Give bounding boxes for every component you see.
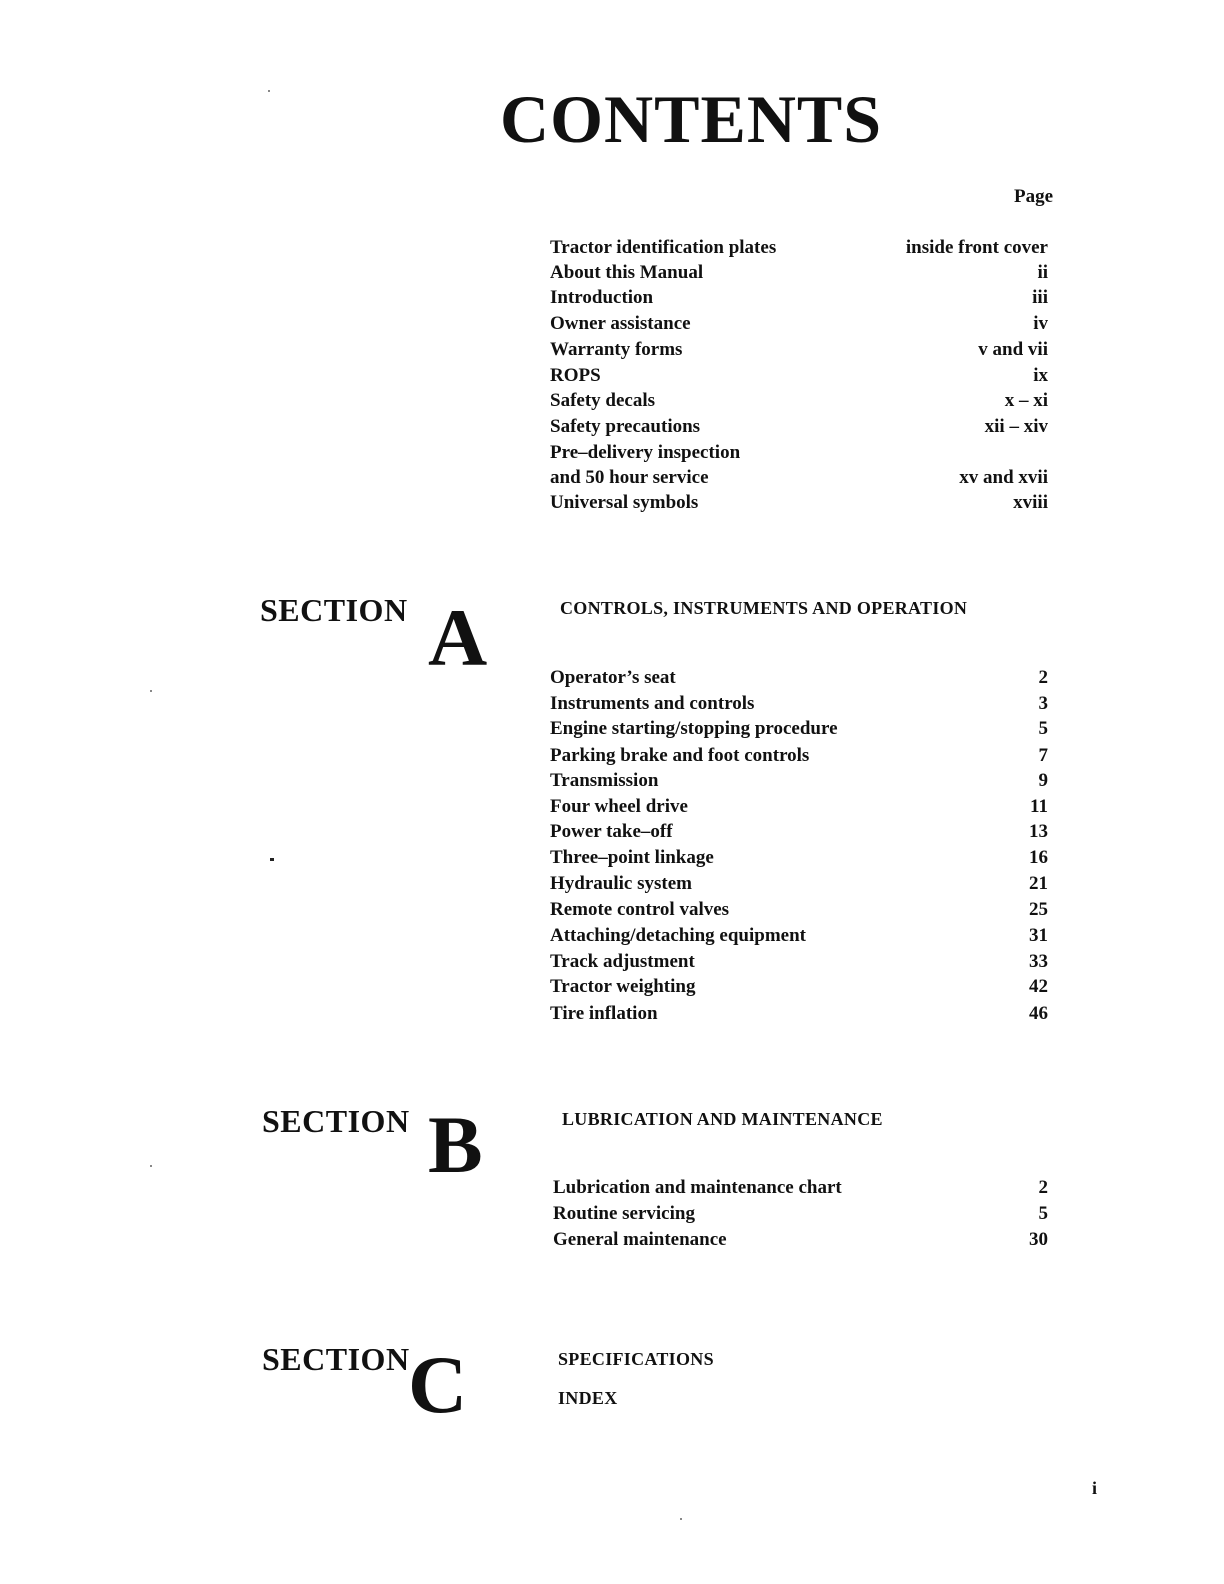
toc-row[interactable] [553,1229,1048,1251]
toc-row[interactable] [550,416,1048,438]
toc-label: Power take–off [550,821,673,842]
toc-row[interactable] [550,821,1048,843]
toc-label: Track adjustment [550,951,695,972]
toc-row[interactable] [550,339,1048,361]
toc-row[interactable] [550,951,1048,973]
toc-row[interactable] [550,925,1048,947]
page-title: CONTENTS [500,81,883,157]
toc-page: 11 [1030,796,1048,817]
toc-page: 7 [1038,745,1048,766]
scan-speck [680,1518,682,1520]
toc-label: Attaching/detaching equipment [550,925,806,946]
toc-label: Hydraulic system [550,873,692,894]
toc-row[interactable] [550,718,1048,740]
toc-page: 9 [1038,770,1048,791]
section-label: SECTION [262,1341,410,1377]
toc-label: Engine starting/stopping procedure [550,718,838,739]
toc-row[interactable] [550,390,1048,412]
section-letter: B [428,1099,483,1190]
section-heading[interactable]: SPECIFICATIONS [558,1349,714,1369]
page-column-header: Page [1014,186,1054,207]
toc-page: 2 [1038,1177,1048,1198]
toc-label: Operator’s seat [550,667,676,688]
toc-row[interactable] [550,693,1048,715]
scan-speck [150,1165,152,1167]
toc-page: iv [1033,313,1048,334]
toc-page: 5 [1038,1203,1048,1224]
toc-page: 3 [1038,693,1048,714]
toc-row[interactable] [550,365,1048,387]
page-number: i [1092,1478,1098,1498]
toc-label: Tractor identification plates [550,237,777,258]
toc-row[interactable] [550,287,1048,309]
toc-page: 46 [1029,1003,1048,1024]
toc-label: Parking brake and foot controls [550,745,810,766]
toc-page: iii [1032,287,1048,308]
toc-label: Transmission [550,770,659,791]
toc-row[interactable] [550,313,1048,335]
toc-label: Universal symbols [550,492,699,513]
toc-row[interactable] [553,1203,1048,1225]
toc-label: Warranty forms [550,339,683,360]
section-letter: A [428,592,488,683]
section-subheading[interactable]: INDEX [558,1388,618,1408]
toc-label: Owner assistance [550,313,691,334]
toc-label: Safety decals [550,390,656,411]
toc-page: 33 [1029,951,1048,972]
toc-row[interactable] [550,442,1048,464]
toc-label: Remote control valves [550,899,730,920]
toc-row[interactable] [550,492,1048,514]
toc-row[interactable] [553,1177,1048,1199]
scan-speck [270,858,274,861]
toc-page: v and vii [978,339,1048,360]
toc-row[interactable] [550,262,1048,284]
toc-page: xii – xiv [984,416,1048,437]
toc-row[interactable] [550,1003,1048,1025]
section-label: SECTION [262,1103,410,1139]
toc-page: ii [1037,262,1048,283]
section-letter: C [408,1339,468,1430]
toc-row[interactable] [550,667,1048,689]
toc-label: Lubrication and maintenance chart [553,1177,842,1198]
toc-page: ix [1033,365,1048,386]
toc-page: 16 [1029,847,1048,868]
section-heading: CONTROLS, INSTRUMENTS AND OPERATION [560,598,968,618]
toc-page: 2 [1038,667,1048,688]
toc-page: xv and xvii [959,467,1048,488]
toc-row[interactable] [550,899,1048,921]
toc-label: Routine servicing [553,1203,695,1224]
toc-label: Tractor weighting [550,976,696,997]
toc-label: Three–point linkage [550,847,714,868]
toc-page: xviii [1013,492,1048,513]
scan-speck [268,90,270,92]
toc-label: ROPS [550,365,601,386]
toc-page: inside front cover [905,237,1048,258]
toc-page: 42 [1029,976,1048,997]
toc-row[interactable] [550,770,1048,792]
toc-page: x – xi [1004,390,1048,411]
toc-label: and 50 hour service [550,467,709,488]
toc-row[interactable] [550,873,1048,895]
toc-label: Four wheel drive [550,796,688,817]
toc-label: Introduction [550,287,654,308]
section-heading: LUBRICATION AND MAINTENANCE [562,1109,883,1129]
toc-row[interactable] [550,796,1048,818]
toc-label: About this Manual [550,262,704,283]
toc-row[interactable] [550,467,1048,489]
section-label: SECTION [260,592,408,628]
toc-page: 21 [1029,873,1048,894]
scan-speck [150,690,152,692]
toc-label: Safety precautions [550,416,701,437]
toc-row[interactable] [550,976,1048,998]
toc-row[interactable] [550,237,1048,259]
toc-page: 25 [1029,899,1048,920]
toc-page: 13 [1029,821,1048,842]
toc-label: General maintenance [553,1229,727,1250]
toc-label: Tire inflation [550,1003,658,1024]
toc-row[interactable] [550,745,1048,767]
toc-page: 5 [1038,718,1048,739]
toc-label: Instruments and controls [550,693,755,714]
toc-row[interactable] [550,847,1048,869]
toc-label: Pre–delivery inspection [550,442,741,463]
toc-page: 31 [1029,925,1048,946]
toc-page: 30 [1029,1229,1048,1250]
